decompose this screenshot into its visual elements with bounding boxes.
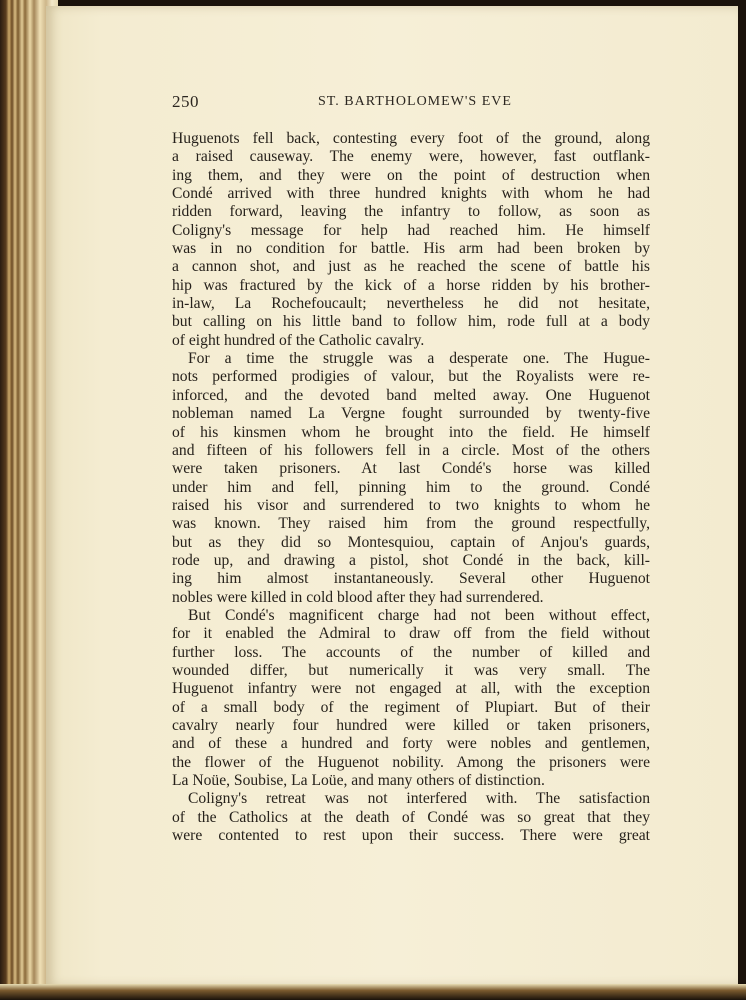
text-line: further loss. The accounts of the number of killed and	[172, 643, 650, 661]
text-line: of the Catholics at the death of Condé was so great that they	[172, 808, 650, 826]
text-line: hip was fractured by the kick of a horse ridden by his brother-	[172, 276, 650, 294]
text-line: wounded differ, but numerically it was very small. The	[172, 661, 650, 679]
text-line: Coligny's message for help had reached him. He himself	[172, 221, 650, 239]
body-text	[172, 130, 650, 845]
text-line: nobles were killed in cold blood after they had surrendered.	[172, 588, 544, 606]
text-line: rode up, and drawing a pistol, shot Condé in the back, kill-	[172, 551, 650, 569]
text-line: Coligny's retreat was not interfered with. The satisfaction	[188, 790, 650, 808]
text-line: of eight hundred of the Catholic cavalry.	[172, 331, 425, 349]
text-line: was known. They raised him from the ground respectfully,	[172, 515, 650, 533]
text-line: but calling on his little band to follow him, rode full at a body	[172, 313, 650, 331]
text-line: cavalry nearly four hundred were killed or taken prisoners,	[172, 717, 650, 734]
text-line: ing him almost instantaneously. Several other Huguenot	[172, 570, 650, 588]
text-line: Huguenot infantry were not engaged at all, with the exception	[172, 680, 650, 698]
text-line: and of these a hundred and forty were nobles and gentlemen,	[172, 735, 650, 753]
text-line: raised his visor and surrendered to two knights to whom he	[172, 496, 650, 514]
text-line: in-law, La Rochefoucault; nevertheless he did not hesitate,	[172, 295, 650, 313]
text-line: a raised causeway. The enemy were, however, fast outflank-	[172, 148, 650, 166]
page-number: 250	[172, 92, 199, 111]
page-header	[172, 92, 650, 114]
text-line: But Condé's magnificent charge had not been without effect,	[188, 606, 650, 624]
text-line: Condé arrived with three hundred knights with whom he had	[172, 185, 650, 203]
text-line: ridden forward, leaving the infantry to follow, as soon as	[172, 203, 650, 221]
text-line: nots performed prodigies of valour, but the Royalists were re-	[172, 368, 650, 386]
text-line: and fifteen of his followers fell in a circle. Most of the others	[172, 441, 650, 459]
running-head: ST. BARTHOLOMEW'S EVE	[318, 94, 512, 109]
text-line: a cannon shot, and just as he reached the scene of battle his	[172, 258, 650, 276]
text-line: the flower of the Huguenot nobility. Among the prisoners were	[172, 753, 650, 771]
text-line: was in no condition for battle. His arm had been broken by	[172, 240, 650, 258]
text-line: of his kinsmen whom he brought into the field. He himself	[172, 423, 650, 441]
text-line: ing them, and they were on the point of destruction when	[172, 166, 650, 184]
text-line: under him and fell, pinning him to the ground. Condé	[172, 478, 650, 496]
text-line: For a time the struggle was a desperate one. The Hugue-	[188, 350, 650, 368]
text-line: for it enabled the Admiral to draw off from the field without	[172, 625, 650, 643]
text-line: were contented to rest upon their success. There were great	[172, 827, 650, 845]
text-line: but as they did so Montesquiou, captain of Anjou's guards,	[172, 533, 650, 551]
text-line: were taken prisoners. At last Condé's horse was killed	[172, 460, 650, 478]
text-line: of a small body of the regiment of Plupiart. But of their	[172, 698, 650, 716]
page-bottom-edge	[0, 984, 746, 1000]
text-line: Huguenots fell back, contesting every foot of the ground, along	[172, 130, 650, 147]
text-line: La Noüe, Soubise, La Loüe, and many others of distinction.	[172, 772, 545, 790]
text-line: nobleman named La Vergne fought surrounded by twenty-five	[172, 405, 650, 423]
text-line: inforced, and the devoted band melted away. One Huguenot	[172, 386, 650, 404]
